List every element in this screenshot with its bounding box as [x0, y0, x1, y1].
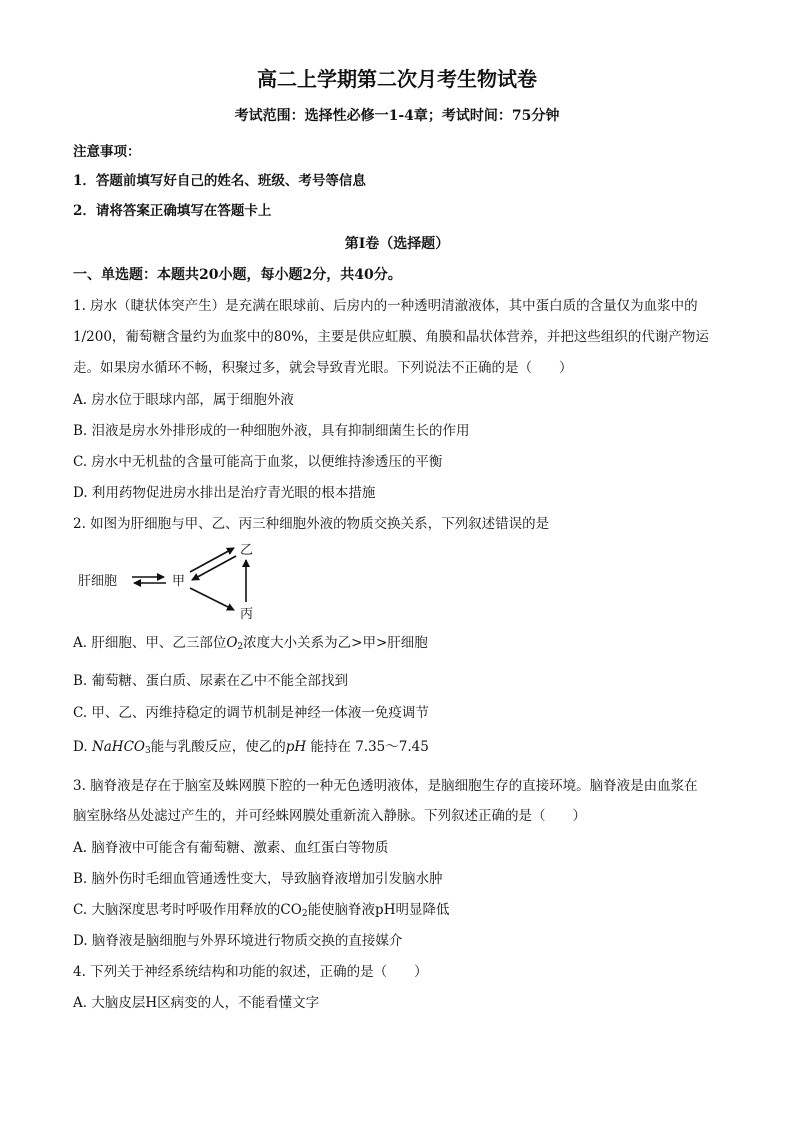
diagram-label-jia: 甲: [172, 574, 186, 589]
q2-option-a-o2: O: [226, 635, 238, 651]
diagram-label-liver: 肝细胞: [78, 574, 118, 589]
q3-option-c-suffix: 能使脑脊液pH明显降低: [307, 902, 450, 918]
q2-option-b: B. 葡萄糖、蛋白质、尿素在乙中不能全部找到: [73, 673, 349, 689]
fluid-exchange-diagram: [78, 536, 278, 622]
q2-option-d-prefix: D.: [73, 739, 92, 755]
q3-option-c: [73, 900, 449, 920]
q3-option-c-sub: 2: [301, 909, 308, 919]
arrow-jia-to-bing: [190, 588, 234, 610]
q3-stem-line-1: 3. 脑脊液是存在于脑室及蛛网膜下腔的一种无色透明液体，是脑细胞生存的直接环境。脑脊液是由血浆在: [73, 778, 698, 794]
section-title: 一、单选题：本题共20小题，每小题2分，共40分。: [73, 267, 402, 283]
q3-option-b: B. 脑外伤时毛细血管通透性变大，导致脑脊液增加引发脑水肿: [73, 871, 443, 887]
exam-scope-subtitle: 考试范围：选择性必修一1-4章；考试时间：75分钟: [234, 108, 560, 124]
q2-option-d-mid: 能与乳酸反应，使乙的: [150, 739, 286, 755]
q2-option-d-suffix: 能持在 7.35～7.45: [306, 739, 429, 755]
q1-option-c: C. 房水中无机盐的含量可能高于血浆，以便维持渗透压的平衡: [73, 454, 443, 470]
q3-option-a: A. 脑脊液中可能含有葡萄糖、激素、血红蛋白等物质: [73, 840, 389, 856]
q2-stem-line-1: 2. 如图为肝细胞与甲、乙、丙三种细胞外液的物质交换关系，下列叙述错误的是: [73, 516, 550, 532]
q2-option-d-ph: pH: [285, 739, 307, 755]
q2-option-a-prefix: A. 肝细胞、甲、乙三部位: [73, 635, 227, 651]
notice-item-2: 2．请将答案正确填写在答题卡上: [73, 203, 272, 219]
diagram-label-yi: 乙: [240, 543, 254, 558]
q2-option-a: [73, 633, 428, 653]
q2-option-d: [73, 737, 429, 757]
q3-option-c-prefix: C. 大脑深度思考时呼吸作用释放的CO: [73, 902, 302, 918]
q1-stem-line-3: 走。如果房水循环不畅，积聚过多，就会导致青光眼。下列说法不正确的是（ ）: [73, 360, 573, 376]
q3-stem-line-2: 脑室脉络丛处滤过产生的，并可经蛛网膜处重新流入静脉。下列叙述正确的是（ ）: [73, 808, 586, 824]
q1-option-d: D. 利用药物促进房水排出是治疗青光眼的根本措施: [73, 485, 376, 501]
q2-option-a-suffix: 浓度大小关系为乙>甲>肝细胞: [243, 635, 428, 651]
q2-option-a-o2-sub: 2: [237, 642, 244, 652]
q4-option-a: A. 大脑皮层H区病变的人，不能看懂文字: [73, 995, 320, 1011]
diagram-label-bing: 丙: [240, 607, 254, 622]
notice-heading: 注意事项：: [73, 144, 141, 160]
q2-option-d-formula: NaHCO: [91, 739, 145, 755]
page-title: 高二上学期第二次月考生物试卷: [257, 67, 537, 91]
notice-item-1: 1．答题前填写好自己的姓名、班级、考号等信息: [73, 173, 366, 189]
q1-option-a: A. 房水位于眼球内部，属于细胞外液: [73, 392, 294, 408]
q4-stem-line-1: 4. 下列关于神经系统结构和功能的叙述，正确的是（ ）: [73, 964, 428, 980]
q3-option-d: D. 脑脊液是脑细胞与外界环境进行物质交换的直接媒介: [73, 933, 403, 949]
q2-option-c: C. 甲、乙、丙维持稳定的调节机制是神经一体液一免疫调节: [73, 705, 429, 721]
part-title: 第Ⅰ卷（选择题）: [344, 236, 450, 252]
q1-stem-line-1: 1. 房水（睫状体突产生）是充满在眼球前、后房内的一种透明清澈液体，其中蛋白质的含量仅为血浆中的: [73, 298, 698, 314]
q1-stem-line-2: 1/200，葡萄糖含量约为血浆中的80%，主要是供应虹膜、角膜和晶状体营养，并把这些组织的代谢产物运: [73, 329, 709, 345]
q2-option-d-formula-sub: 3: [144, 746, 151, 756]
q1-option-b: B. 泪液是房水外排形成的一种细胞外液，具有抑制细菌生长的作用: [73, 423, 470, 439]
